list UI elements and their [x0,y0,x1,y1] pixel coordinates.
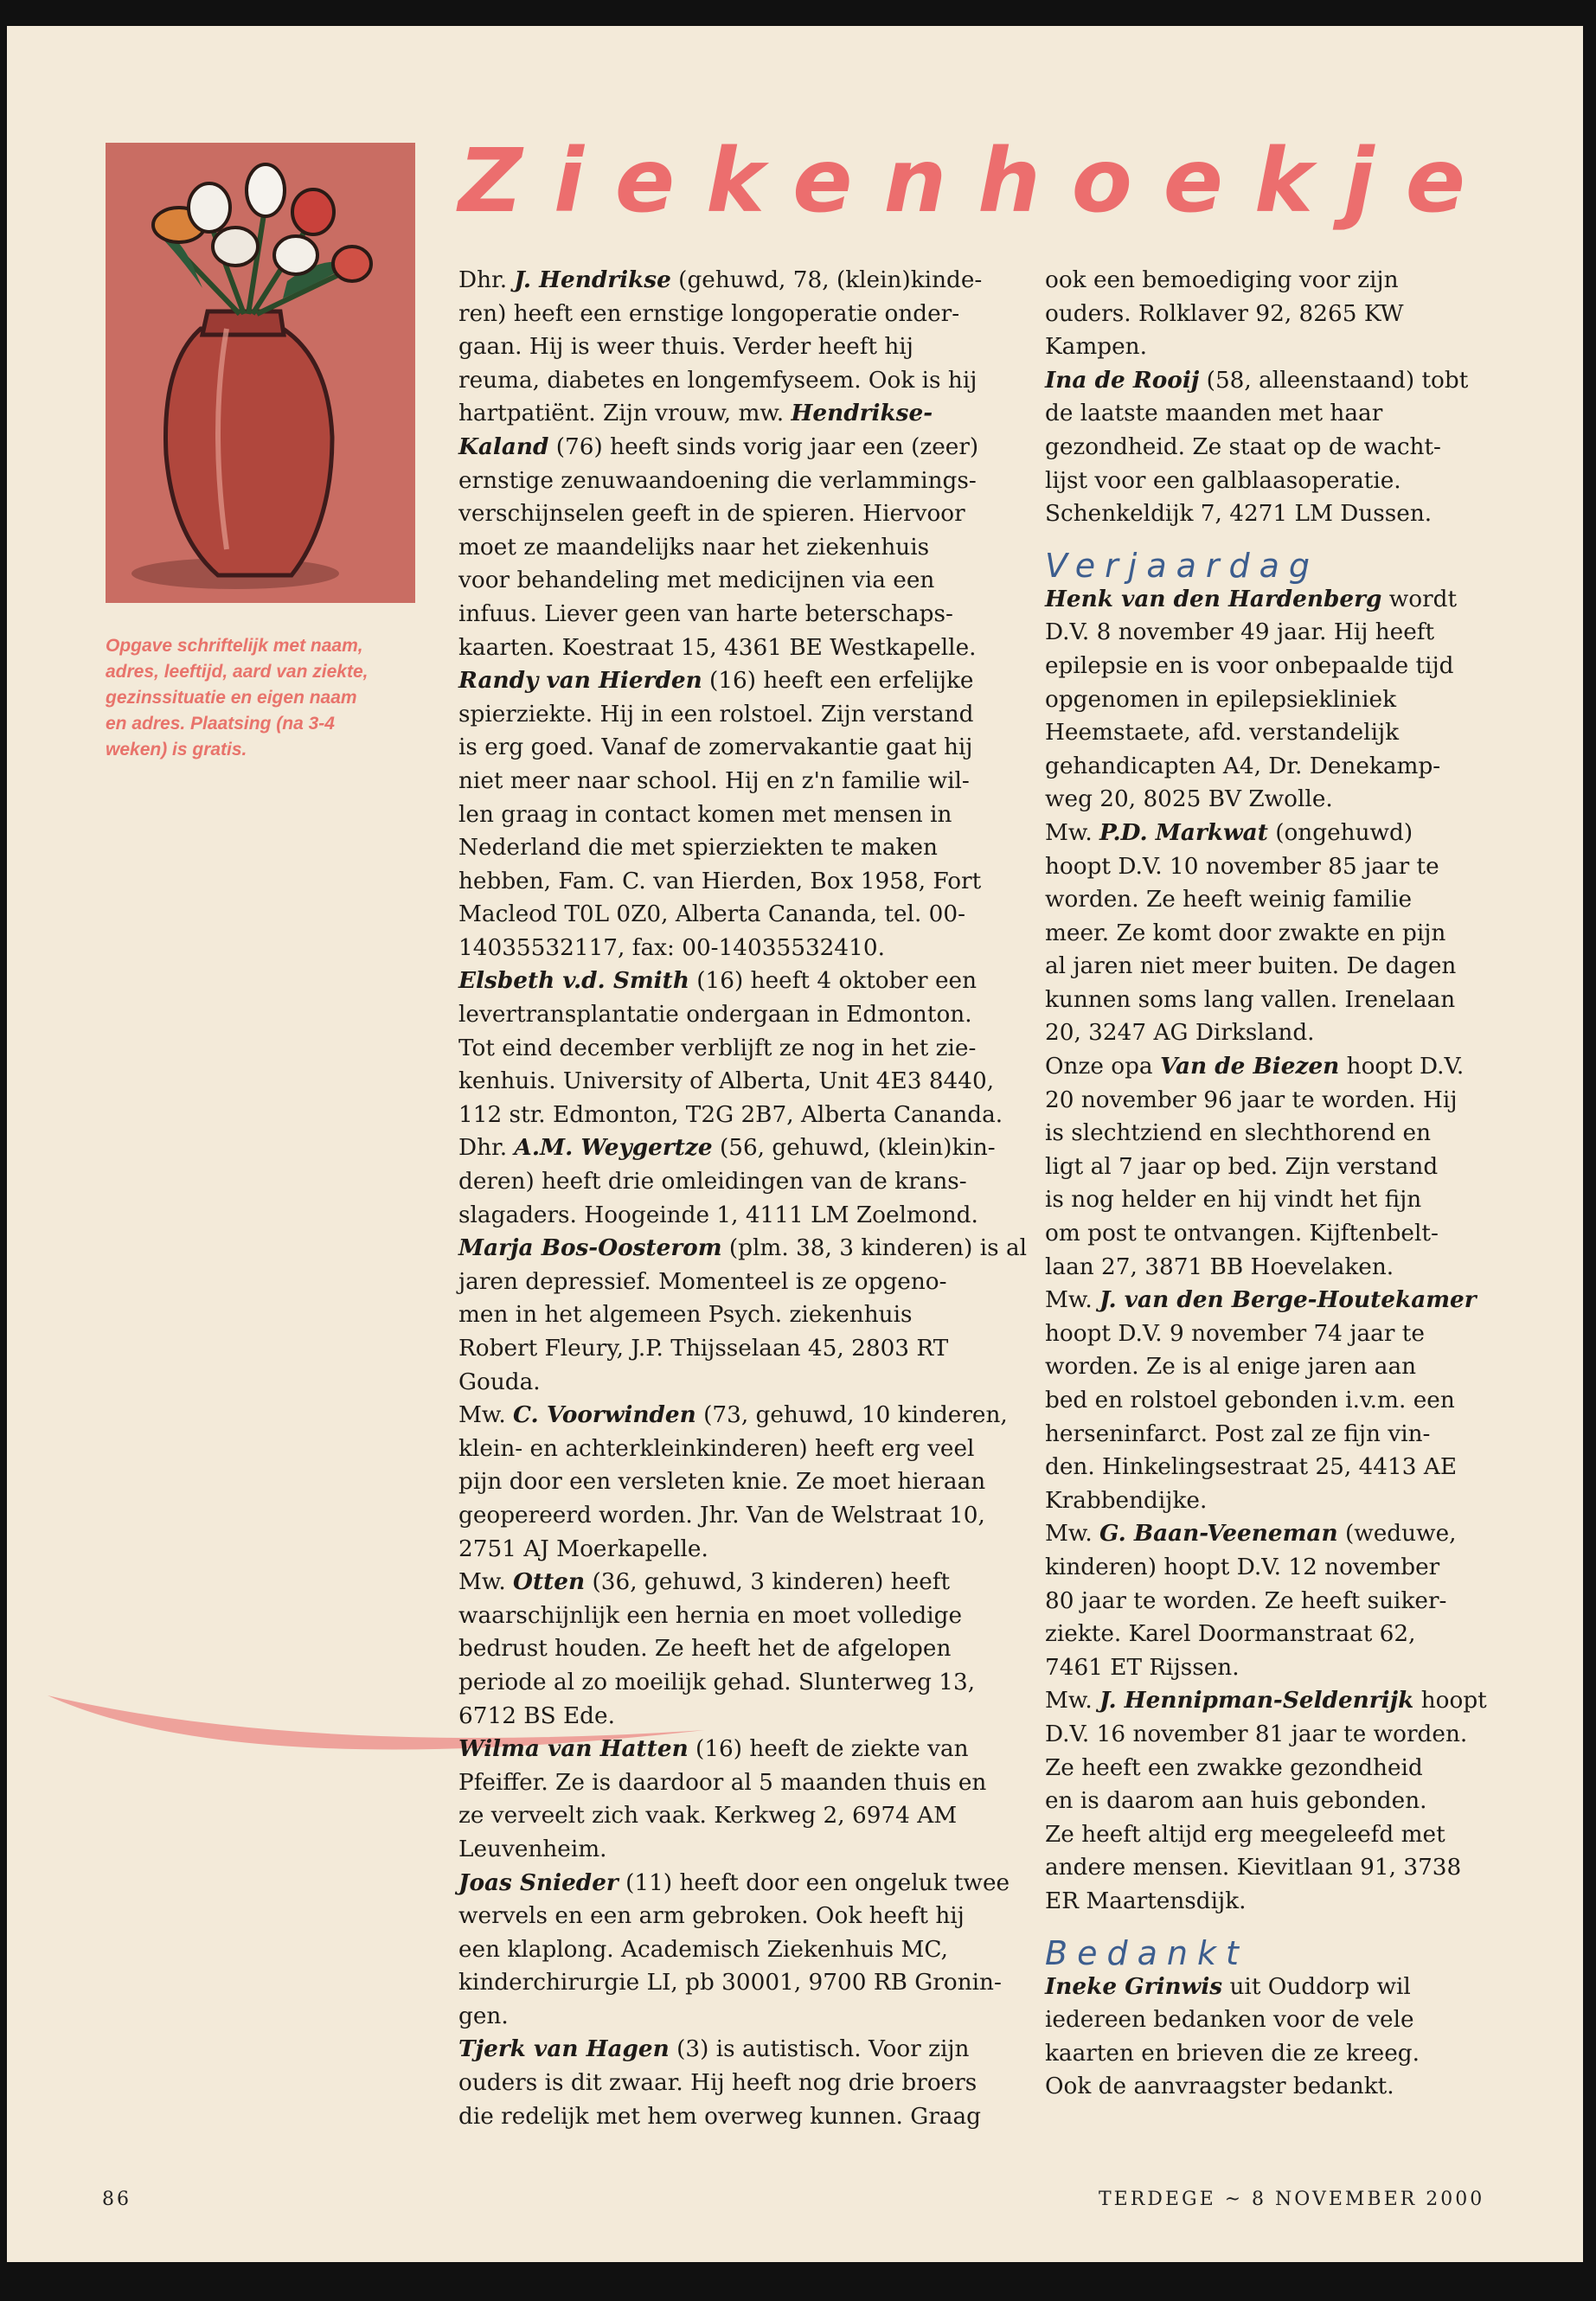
text-segment: wordt [1381,586,1458,612]
text-segment: al jaren niet meer buiten. De dagen [1045,953,1457,980]
text-line [1045,1050,1477,1084]
person-name: Henk van den Hardenberg [1045,585,1382,612]
text-segment: ouders. Rolklaver 92, 8265 KW [1045,300,1404,327]
text-segment: waarschijnlijk een hernia en moet volledige [458,1602,963,1629]
text-line [458,1533,1003,1567]
text-segment: kaarten en brieven die ze kreeg. [1045,2040,1420,2067]
person-name: Ina de Rooij [1045,366,1200,394]
text-line [458,1933,1003,1967]
vase-illustration-svg [106,143,415,603]
text-segment: uit Ouddorp wil [1222,1973,1411,2000]
text-segment: jaren depressief. Momenteel is ze opgeno- [458,1268,947,1295]
text-line [1045,1183,1477,1217]
text-segment: bedrust houden. Ze heeft het de afgelopen [458,1636,952,1663]
text-segment: gehandicapten A4, Dr. Denekamp- [1045,753,1441,779]
text-line [1045,298,1477,331]
text-line [1045,397,1477,431]
text-segment: herseninfarct. Post zal ze fijn vin- [1045,1420,1431,1447]
text-segment: Mw. [1045,1287,1100,1314]
text-segment: Kampen. [1045,334,1147,361]
text-segment: klein- en achterkleinkinderen) heeft erg veel [458,1435,975,1462]
text-segment: laan 27, 3871 BB Hoevelaken. [1045,1253,1394,1280]
text-line [1045,1117,1477,1150]
text-segment: opgenomen in epilepsiekliniek [1045,686,1397,713]
text-segment: de laatste maanden met haar [1045,401,1383,427]
text-segment: Heemstaete, afd. verstandelijk [1045,720,1400,747]
text-segment: (73, gehuwd, 10 kinderen, [695,1402,1008,1429]
person-name: A.M. Weygertze [514,1134,713,1162]
text-line [458,1766,1003,1800]
text-segment: D.V. 16 november 81 jaar te worden. [1045,1721,1468,1747]
text-segment: ook een bemoediging voor zijn [1045,267,1399,293]
text-line [458,1733,1003,1766]
text-segment: len graag in contact komen met mensen in [458,801,952,828]
text-line [458,1900,1003,1933]
text-segment: hoopt D.V. 10 november 85 jaar te [1045,853,1439,880]
text-segment: hebben, Fam. C. van Hierden, Box 1958, Fort [458,868,982,894]
text-segment: Krabbendijke. [1045,1487,1208,1514]
text-line [1045,950,1477,984]
text-segment: men in het algemeen Psych. ziekenhuis [458,1302,913,1329]
text-segment: infuus. Liever geen van harte beterschaps- [458,600,953,627]
text-segment: gezondheid. Ze staat op de wacht- [1045,433,1441,460]
text-segment: spierziekte. Hij in een rolstoel. Zijn verstand [458,701,974,727]
person-name: Joas Snieder [458,1868,619,1896]
bedankt-text [1045,1971,1477,2104]
text-line [1045,716,1477,750]
text-segment: Mw. [1045,1521,1100,1548]
person-name: Ineke Grinwis [1045,1972,1223,2000]
text-line [1045,984,1477,1017]
text-line [1045,1971,1477,2004]
text-line [458,1065,1003,1099]
text-segment: die redelijk met hem overweg kunnen. Graag [458,2103,981,2130]
text-segment: ren) heeft een ernstige longoperatie onder- [458,300,960,327]
text-line [458,1332,1003,1366]
person-name: Wilma van Hatten [458,1735,689,1763]
text-segment: kenhuis. University of Alberta, Unit 4E3 8440, [458,1068,995,1095]
text-segment: 14035532117, fax: 00-14035532410. [458,934,885,961]
text-segment: kaarten. Koestraat 15, 4361 BE Westkapelle. [458,634,977,661]
person-name: C. Voorwinden [513,1401,696,1429]
text-line [1045,264,1477,298]
text-line [1045,1350,1477,1384]
text-line [458,1433,1003,1466]
text-line [458,1599,1003,1633]
text-segment: geopereerd worden. Jhr. Van de Welstraat 10, [458,1502,985,1529]
text-line [458,2067,1003,2100]
text-line [1045,1084,1477,1118]
text-segment: (gehuwd, 78, (klein)kinde- [670,267,983,293]
text-line [1045,465,1477,498]
verjaardag-text [1045,583,1487,1919]
text-segment: 7461 ET Rijssen. [1045,1654,1240,1681]
text-segment: wervels en een arm gebroken. Ook heeft hij [458,1903,965,1930]
text-line [1045,1718,1477,1752]
caption-line: Opgave schriftelijk met naam, [106,636,363,656]
text-segment: worden. Ze heeft weinig familie [1045,887,1413,913]
person-name: Randy van Hierden [458,667,702,695]
text-line [1045,1251,1477,1285]
text-segment: (plm. 38, 3 kinderen) is al [721,1235,1028,1262]
text-line [1045,1451,1477,1484]
text-segment: periode al zo moeilijk gehad. Slunterweg 13, [458,1669,976,1695]
text-line [458,298,1003,331]
text-line [1045,1317,1477,1351]
text-line [458,598,1003,631]
text-segment: is slechtziend en slechthorend en [1045,1120,1432,1147]
text-segment: Ook de aanvraagster bedankt. [1045,2073,1394,2100]
text-segment: een klaplong. Academisch Ziekenhuis MC, [458,1936,948,1963]
text-line [1045,1484,1477,1518]
person-name: J. Hendrikse [514,266,671,293]
submission-info-caption [106,633,417,763]
text-segment: Gouda. [458,1368,541,1395]
text-segment: hoopt D.V. [1339,1054,1465,1080]
text-line [458,965,1003,998]
text-line [1045,1150,1477,1184]
text-line [458,1465,1003,1499]
text-line [458,1867,1010,1900]
text-line [458,564,1003,598]
text-line [458,731,1003,765]
text-segment: bed en rolstoel gebonden i.v.m. een [1045,1388,1455,1413]
text-line [458,698,1003,732]
text-segment: den. Hinkelingsestraat 25, 4413 AE [1045,1454,1458,1481]
text-segment: iedereen bedanken voor de vele [1045,2007,1414,2034]
text-segment: weg 20, 8025 BV Zwolle. [1045,786,1333,813]
text-line [458,2100,1003,2134]
text-segment: andere mensen. Kievitlaan 91, 3738 [1045,1855,1462,1881]
text-segment: om post te ontvangen. Kijftenbelt- [1045,1221,1439,1247]
text-segment: gen. [458,2003,509,2029]
text-segment: Mw. [458,1402,514,1429]
text-line [1045,1684,1487,1718]
text-segment: 80 jaar te worden. Ze heeft suiker- [1045,1587,1447,1614]
text-line [1045,364,1477,398]
text-line [458,1700,1003,1734]
text-segment: 2751 AJ Moerkapelle. [458,1535,708,1562]
text-line [1045,783,1477,817]
masthead-footer: TERDEGE ~ 8 NOVEMBER 2000 [1099,2189,1485,2210]
text-line [1045,497,1477,531]
text-segment: is nog helder en hij vindt het fijn [1045,1187,1422,1214]
text-segment: (weduwe, [1337,1521,1457,1548]
person-name: Kaland [458,433,549,460]
text-line [1045,683,1477,717]
text-segment: kunnen soms lang vallen. Irenelaan [1045,986,1456,1013]
text-line [458,1666,1003,1700]
text-segment: Leuvenheim. [458,1836,607,1862]
text-line [458,1266,1003,1299]
text-segment: ziekte. Karel Doormanstraat 62, [1045,1621,1416,1648]
text-segment: (36, gehuwd, 3 kinderen) heeft [585,1569,951,1596]
text-line [458,1366,1003,1400]
text-segment: kinderchirurgie LI, pb 30001, 9700 RB Gronin- [458,1970,1002,1997]
text-line [1045,1885,1477,1919]
text-segment: ernstige zenuwaandoening die verlammings- [458,467,977,494]
text-segment: gaan. Hij is weer thuis. Verder heeft hij [458,334,913,361]
text-line [1045,883,1477,917]
person-name: Van de Biezen [1159,1053,1340,1080]
text-segment: ER Maartensdijk. [1045,1888,1247,1914]
text-segment: Ze heeft een zwakke gezondheid [1045,1754,1423,1781]
person-name: J. Hennipman-Seldenrijk [1099,1687,1414,1715]
text-segment: voor behandeling met medicijnen via een [458,567,935,594]
text-line [1045,1418,1477,1452]
caption-line: weken) is gratis. [106,740,247,760]
text-segment: (3) is autistisch. Voor zijn [669,2036,970,2063]
text-line [458,1566,1003,1599]
text-segment: Pfeiffer. Ze is daardoor al 5 maanden thuis en [458,1769,987,1796]
text-line [1045,1217,1477,1251]
text-line [458,1966,1003,2000]
text-segment: moet ze maandelijks naar het ziekenhuis [458,534,930,561]
text-line [458,1632,1003,1666]
text-line [1045,1384,1477,1418]
text-line [1045,431,1477,465]
text-segment: meer. Ze komt door zwakte en pijn [1045,920,1446,946]
text-segment: Dhr. [458,1135,515,1162]
text-line [458,1399,1008,1433]
text-line [458,1232,1028,1266]
text-line [1045,2070,1477,2104]
text-segment: (76) heeft sinds vorig jaar een (zeer) [548,433,979,460]
text-line [458,898,1003,932]
text-line [458,1298,1003,1332]
text-line [458,1099,1003,1132]
text-line [458,1165,1003,1199]
text-line [458,1199,1003,1233]
section-heading-verjaardag: Verjaardag [1045,546,1320,585]
text-line [458,765,1003,798]
text-segment: Nederland die met spierziekten te maken [458,835,938,862]
text-segment: lijst voor een galblaasoperatie. [1045,467,1401,494]
section-heading-bedankt: Bedankt [1045,1933,1248,1972]
text-segment: D.V. 8 november 49 jaar. Hij heeft [1045,619,1435,646]
text-line [1045,850,1477,884]
page-number: 86 [102,2189,131,2210]
text-line [458,865,1003,899]
text-line [458,330,1003,364]
text-segment: Onze opa [1045,1054,1160,1080]
text-line [1045,1785,1477,1818]
text-line [458,497,1003,531]
text-segment: is erg goed. Vanaf de zomervakantie gaat hij [458,734,973,761]
text-line [1045,1818,1477,1852]
text-line [458,364,1003,398]
text-segment: Mw. [458,1569,514,1596]
text-segment: deren) heeft drie omleidingen van de krans- [458,1169,967,1195]
text-line [458,631,1003,665]
text-line [458,831,1003,865]
text-segment: (16) heeft de ziekte van [688,1736,969,1763]
text-line [458,798,1003,832]
text-line [458,2033,1003,2067]
text-segment: Macleod T0L 0Z0, Alberta Cananda, tel. 00- [458,901,966,928]
text-segment: niet meer naar school. Hij en z'n familie wil- [458,767,970,794]
text-segment: 6712 BS Ede. [458,1702,615,1729]
text-segment: (ongehuwd) [1267,819,1413,846]
column-1 [458,264,1028,2133]
text-segment: Tot eind december verblijft ze nog in het zie- [458,1035,977,1061]
text-line [1045,1016,1477,1050]
text-line [1045,1585,1477,1618]
text-line [1045,1851,1477,1885]
text-line [458,264,1003,298]
text-segment: ze verveelt zich vaak. Kerkweg 2, 6974 AM [458,1803,958,1830]
text-line [458,397,1003,431]
text-segment: 20, 3247 AG Dirksland. [1045,1020,1315,1047]
text-segment: en is daarom aan huis gebonden. [1045,1788,1427,1815]
text-line [458,1799,1003,1833]
text-line [458,465,1003,498]
text-segment: worden. Ze is al enige jaren aan [1045,1354,1417,1381]
person-name: J. van den Berge-Houtekamer [1099,1286,1477,1314]
text-segment: ligt al 7 jaar op bed. Zijn verstand [1045,1153,1439,1180]
text-line [1045,1551,1477,1585]
text-line [1045,1517,1477,1551]
person-name: G. Baan-Veeneman [1099,1520,1338,1548]
text-segment: Mw. [1045,819,1100,846]
text-segment: ouders is dit zwaar. Hij heeft nog drie broers [458,2070,977,2097]
person-name: Hendrikse- [791,400,933,427]
text-segment: hoopt D.V. 9 november 74 jaar te [1045,1320,1425,1347]
text-line [458,932,1003,965]
text-segment: Robert Fleury, J.P. Thijsselaan 45, 2803 RT [458,1336,949,1362]
text-segment: epilepsie en is voor onbepaalde tijd [1045,652,1454,679]
text-line [1045,583,1477,617]
text-segment: (11) heeft door een ongeluk twee [618,1869,1010,1896]
column-2 [1045,264,1487,2104]
text-line [458,1833,1003,1867]
person-name: P.D. Markwat [1099,818,1268,846]
text-segment: Mw. [1045,1688,1100,1715]
text-segment: pijn door een versleten knie. Ze moet hieraan [458,1469,986,1496]
text-segment: Dhr. [458,267,515,293]
person-name: Tjerk van Hagen [458,2035,670,2063]
text-line [458,531,1003,565]
text-segment: hartpatiënt. Zijn vrouw, mw. [458,401,792,427]
caption-line: en adres. Plaatsing (na 3-4 [106,714,335,734]
text-segment: 20 november 96 jaar te worden. Hij [1045,1086,1458,1113]
text-line [458,664,1003,698]
text-segment: 112 str. Edmonton, T2G 2B7, Alberta Cananda. [458,1101,1003,1128]
text-line [1045,1284,1477,1317]
text-line [458,998,1003,1032]
text-line [1045,616,1477,650]
text-segment: hoopt [1413,1688,1487,1715]
person-name: Marja Bos-Oosterom [458,1234,722,1262]
text-line [1045,650,1477,683]
person-name: Elsbeth v.d. Smith [458,967,689,995]
text-line [1045,750,1477,784]
vase-with-tulips-illustration [106,143,415,603]
text-segment: (16) heeft 4 oktober een [689,968,977,995]
text-segment: levertransplantatie ondergaan in Edmonton. [458,1002,972,1029]
text-segment: (16) heeft een erfelijke [702,668,974,695]
text-line [1045,2003,1477,2037]
text-segment: reuma, diabetes en longemfyseem. Ook is hij [458,367,977,394]
text-line [1045,330,1477,364]
text-segment: verschijnselen geeft in de spieren. Hiervoor [458,501,965,528]
page-title: Ziekenhoekje [458,130,1497,233]
text-line [1045,1651,1477,1685]
text-line [458,1032,1003,1066]
person-name: Otten [513,1568,586,1596]
caption-line: gezinssituatie en eigen naam [106,688,357,708]
text-line [1045,917,1477,951]
text-segment: Ze heeft altijd erg meegeleefd met [1045,1821,1445,1848]
text-line [458,1499,1003,1533]
text-segment: slagaders. Hoogeinde 1, 4111 LM Zoelmond. [458,1202,978,1228]
text-line [1045,1618,1477,1651]
text-segment: Schenkeldijk 7, 4271 LM Dussen. [1045,501,1433,528]
text-line [458,1131,1003,1165]
text-line [1045,1752,1477,1785]
column-1-text [458,264,1028,2133]
text-line [458,2000,1003,2034]
column-2-text-continued [1045,264,1477,531]
text-segment: kinderen) hoopt D.V. 12 november [1045,1554,1440,1580]
caption-line: adres, leeftijd, aard van ziekte, [106,662,369,682]
text-segment: (58, alleenstaand) tobt [1199,367,1469,394]
text-line [1045,2037,1477,2071]
text-segment: (56, gehuwd, (klein)kin- [712,1135,996,1162]
text-line [458,431,1003,465]
text-line [1045,817,1477,850]
